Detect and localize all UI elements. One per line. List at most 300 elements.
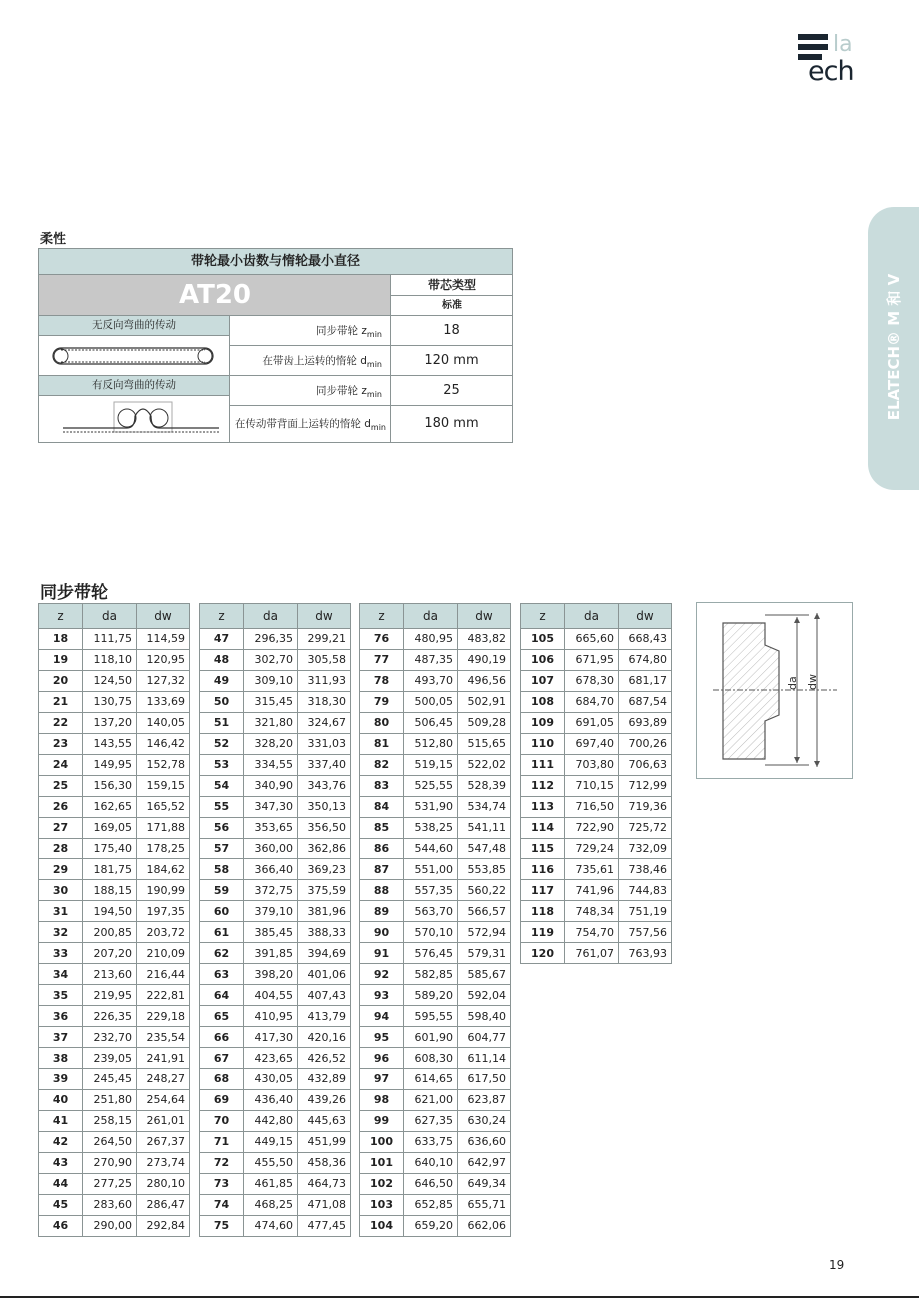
idler-back-side-value: 180 mm: [390, 405, 512, 442]
table-row: [39, 1152, 190, 1173]
column-header: z: [521, 604, 565, 629]
dw-cell: 318,30: [298, 691, 351, 712]
dw-cell: 509,28: [458, 712, 511, 733]
da-cell: 226,35: [83, 1006, 137, 1027]
da-cell: 239,05: [83, 1048, 137, 1069]
dw-cell: 706,63: [619, 754, 672, 775]
da-cell: 512,80: [404, 733, 458, 754]
dw-cell: 420,16: [298, 1027, 351, 1048]
teeth-cell: 104: [360, 1215, 404, 1236]
spec-header: 带轮最小齿数与惰轮最小直径: [39, 249, 512, 275]
dw-cell: 388,33: [298, 922, 351, 943]
dw-cell: 445,63: [298, 1110, 351, 1131]
teeth-cell: 68: [200, 1069, 244, 1090]
da-cell: 531,90: [404, 796, 458, 817]
table-row: [360, 1069, 511, 1090]
dw-cell: 719,36: [619, 796, 672, 817]
da-cell: 525,55: [404, 775, 458, 796]
da-cell: 595,55: [404, 1006, 458, 1027]
table-row: [39, 880, 190, 901]
pulley-section-title: 同步带轮: [40, 583, 108, 603]
svg-text:da: da: [786, 676, 799, 690]
teeth-cell: 20: [39, 670, 83, 691]
table-row: [200, 859, 351, 880]
dw-cell: 560,22: [458, 880, 511, 901]
table-row: [360, 985, 511, 1006]
table-row: [521, 629, 672, 650]
dw-cell: 261,01: [137, 1110, 190, 1131]
column-header: da: [565, 604, 619, 629]
table-row: [200, 649, 351, 670]
teeth-cell: 73: [200, 1173, 244, 1194]
dw-cell: 254,64: [137, 1089, 190, 1110]
teeth-cell: 83: [360, 775, 404, 796]
da-cell: 557,35: [404, 880, 458, 901]
table-row: [360, 1194, 511, 1215]
table-row: [39, 1069, 190, 1090]
teeth-cell: 59: [200, 880, 244, 901]
table-row: [200, 880, 351, 901]
table-row: [360, 859, 511, 880]
table-row: [360, 817, 511, 838]
core-type-label: 带芯类型: [390, 275, 513, 296]
teeth-cell: 91: [360, 943, 404, 964]
dw-cell: 732,09: [619, 838, 672, 859]
table-row: [521, 775, 672, 796]
table-row: [521, 796, 672, 817]
da-cell: 570,10: [404, 922, 458, 943]
dw-cell: 280,10: [137, 1173, 190, 1194]
da-cell: 404,55: [244, 985, 298, 1006]
table-row: [521, 943, 672, 964]
da-cell: 188,15: [83, 880, 137, 901]
teeth-cell: 48: [200, 649, 244, 670]
da-cell: 175,40: [83, 838, 137, 859]
teeth-cell: 39: [39, 1069, 83, 1090]
with-reverse-caption: 有反向弯曲的传动: [39, 375, 229, 395]
dw-cell: 356,50: [298, 817, 351, 838]
da-cell: 290,00: [83, 1215, 137, 1236]
da-cell: 149,95: [83, 754, 137, 775]
column-header: z: [360, 604, 404, 629]
teeth-cell: 45: [39, 1194, 83, 1215]
da-cell: 156,30: [83, 775, 137, 796]
dw-cell: 241,91: [137, 1048, 190, 1069]
da-cell: 601,90: [404, 1027, 458, 1048]
da-cell: 442,80: [244, 1110, 298, 1131]
table-row: [521, 670, 672, 691]
dw-cell: 337,40: [298, 754, 351, 775]
teeth-cell: 76: [360, 629, 404, 650]
da-cell: 232,70: [83, 1027, 137, 1048]
table-row: [200, 691, 351, 712]
teeth-cell: 44: [39, 1173, 83, 1194]
teeth-cell: 78: [360, 670, 404, 691]
dw-cell: 738,46: [619, 859, 672, 880]
section-heading: 柔性: [40, 232, 67, 247]
table-row: [39, 1215, 190, 1236]
dw-cell: 184,62: [137, 859, 190, 880]
teeth-cell: 37: [39, 1027, 83, 1048]
da-cell: 461,85: [244, 1173, 298, 1194]
da-cell: 219,95: [83, 985, 137, 1006]
table-row: [39, 1173, 190, 1194]
dw-cell: 751,19: [619, 901, 672, 922]
teeth-cell: 23: [39, 733, 83, 754]
dw-cell: 585,67: [458, 964, 511, 985]
column-header: da: [83, 604, 137, 629]
teeth-cell: 50: [200, 691, 244, 712]
dw-cell: 757,56: [619, 922, 672, 943]
da-cell: 200,85: [83, 922, 137, 943]
table-row: [200, 775, 351, 796]
dw-cell: 305,58: [298, 649, 351, 670]
no-reverse-caption: 无反向弯曲的传动: [39, 315, 229, 335]
dw-cell: 490,19: [458, 649, 511, 670]
teeth-cell: 72: [200, 1152, 244, 1173]
table-row: [200, 1110, 351, 1131]
table-row: [39, 943, 190, 964]
da-cell: 761,07: [565, 943, 619, 964]
table-row: [39, 649, 190, 670]
profile-label: AT20: [39, 275, 390, 315]
dw-cell: 471,08: [298, 1194, 351, 1215]
standard-label: 标准: [390, 296, 513, 315]
dw-cell: 171,88: [137, 817, 190, 838]
teeth-cell: 100: [360, 1131, 404, 1152]
dw-cell: 458,36: [298, 1152, 351, 1173]
table-row: [360, 1089, 511, 1110]
dw-cell: 534,74: [458, 796, 511, 817]
dw-cell: 522,02: [458, 754, 511, 775]
teeth-cell: 60: [200, 901, 244, 922]
teeth-cell: 54: [200, 775, 244, 796]
table-row: [39, 859, 190, 880]
teeth-cell: 107: [521, 670, 565, 691]
table-row: [39, 1131, 190, 1152]
table-row: [39, 838, 190, 859]
table-row: [39, 1048, 190, 1069]
table-row: [200, 629, 351, 650]
table-row: [360, 1006, 511, 1027]
da-cell: 716,50: [565, 796, 619, 817]
dw-cell: 649,34: [458, 1173, 511, 1194]
table-row: [360, 838, 511, 859]
da-cell: 487,35: [404, 649, 458, 670]
dw-cell: 623,87: [458, 1089, 511, 1110]
table-row: [200, 670, 351, 691]
column-header: z: [39, 604, 83, 629]
table-row: [200, 1069, 351, 1090]
table-row: [521, 901, 672, 922]
table-row: [360, 1027, 511, 1048]
da-cell: 296,35: [244, 629, 298, 650]
da-cell: 398,20: [244, 964, 298, 985]
da-cell: 678,30: [565, 670, 619, 691]
teeth-cell: 116: [521, 859, 565, 880]
belt-with-reverse-icon: [39, 396, 229, 442]
table-row: [360, 775, 511, 796]
da-cell: 741,96: [565, 880, 619, 901]
da-cell: 436,40: [244, 1089, 298, 1110]
dw-cell: 662,06: [458, 1215, 511, 1236]
teeth-cell: 99: [360, 1110, 404, 1131]
column-header: dw: [458, 604, 511, 629]
da-cell: 328,20: [244, 733, 298, 754]
table-row: [360, 901, 511, 922]
teeth-cell: 19: [39, 649, 83, 670]
table-row: [360, 1173, 511, 1194]
dw-cell: 140,05: [137, 712, 190, 733]
teeth-cell: 26: [39, 796, 83, 817]
table-row: [39, 629, 190, 650]
dw-cell: 229,18: [137, 1006, 190, 1027]
table-row: [39, 1027, 190, 1048]
teeth-cell: 62: [200, 943, 244, 964]
dw-cell: 152,78: [137, 754, 190, 775]
column-header: dw: [298, 604, 351, 629]
da-cell: 576,45: [404, 943, 458, 964]
da-cell: 729,24: [565, 838, 619, 859]
teeth-cell: 85: [360, 817, 404, 838]
da-cell: 506,45: [404, 712, 458, 733]
pulley-diagram: [696, 602, 853, 779]
da-cell: 621,00: [404, 1089, 458, 1110]
teeth-cell: 65: [200, 1006, 244, 1027]
da-cell: 659,20: [404, 1215, 458, 1236]
dw-cell: 216,44: [137, 964, 190, 985]
dw-cell: 712,99: [619, 775, 672, 796]
teeth-cell: 18: [39, 629, 83, 650]
dw-cell: 502,91: [458, 691, 511, 712]
dw-cell: 432,89: [298, 1069, 351, 1090]
dw-cell: 630,24: [458, 1110, 511, 1131]
teeth-cell: 80: [360, 712, 404, 733]
da-cell: 627,35: [404, 1110, 458, 1131]
table-row: [360, 691, 511, 712]
idler-tooth-side-value: 120 mm: [390, 345, 512, 375]
table-row: [521, 733, 672, 754]
teeth-cell: 58: [200, 859, 244, 880]
table-row: [521, 880, 672, 901]
table-row: [521, 859, 672, 880]
teeth-cell: 61: [200, 922, 244, 943]
column-header: z: [200, 604, 244, 629]
da-cell: 646,50: [404, 1173, 458, 1194]
dw-cell: 133,69: [137, 691, 190, 712]
teeth-cell: 92: [360, 964, 404, 985]
da-cell: 137,20: [83, 712, 137, 733]
dw-cell: 350,13: [298, 796, 351, 817]
da-cell: 665,60: [565, 629, 619, 650]
teeth-cell: 102: [360, 1173, 404, 1194]
da-cell: 551,00: [404, 859, 458, 880]
da-cell: 691,05: [565, 712, 619, 733]
table-row: [360, 670, 511, 691]
pulley-table-1: [38, 603, 190, 1237]
da-cell: 614,65: [404, 1069, 458, 1090]
dw-cell: 401,06: [298, 964, 351, 985]
dw-cell: 114,59: [137, 629, 190, 650]
teeth-cell: 47: [200, 629, 244, 650]
teeth-cell: 98: [360, 1089, 404, 1110]
teeth-cell: 86: [360, 838, 404, 859]
da-cell: 309,10: [244, 670, 298, 691]
page-number: 19: [829, 1258, 845, 1272]
table-row: [200, 901, 351, 922]
teeth-cell: 53: [200, 754, 244, 775]
elatech-logo: [798, 34, 858, 90]
da-cell: 391,85: [244, 943, 298, 964]
da-cell: 589,20: [404, 985, 458, 1006]
da-cell: 538,25: [404, 817, 458, 838]
dw-cell: 362,86: [298, 838, 351, 859]
table-row: [360, 1131, 511, 1152]
dw-cell: 407,43: [298, 985, 351, 1006]
teeth-cell: 77: [360, 649, 404, 670]
teeth-cell: 96: [360, 1048, 404, 1069]
da-cell: 353,65: [244, 817, 298, 838]
dw-cell: 763,93: [619, 943, 672, 964]
teeth-cell: 111: [521, 754, 565, 775]
dw-cell: 477,45: [298, 1215, 351, 1236]
teeth-cell: 113: [521, 796, 565, 817]
table-row: [521, 754, 672, 775]
teeth-cell: 27: [39, 817, 83, 838]
dw-cell: 636,60: [458, 1131, 511, 1152]
table-row: [360, 880, 511, 901]
da-cell: 449,15: [244, 1131, 298, 1152]
da-cell: 493,70: [404, 670, 458, 691]
table-row: [200, 733, 351, 754]
teeth-cell: 57: [200, 838, 244, 859]
dw-cell: 579,31: [458, 943, 511, 964]
teeth-cell: 95: [360, 1027, 404, 1048]
teeth-cell: 31: [39, 901, 83, 922]
table-row: [200, 712, 351, 733]
teeth-cell: 70: [200, 1110, 244, 1131]
da-cell: 697,40: [565, 733, 619, 754]
da-cell: 181,75: [83, 859, 137, 880]
dw-cell: 725,72: [619, 817, 672, 838]
teeth-cell: 115: [521, 838, 565, 859]
da-cell: 423,65: [244, 1048, 298, 1069]
table-row: [360, 943, 511, 964]
teeth-cell: 117: [521, 880, 565, 901]
dw-cell: 369,23: [298, 859, 351, 880]
dw-cell: 515,65: [458, 733, 511, 754]
teeth-cell: 22: [39, 712, 83, 733]
table-row: [200, 1152, 351, 1173]
da-cell: 124,50: [83, 670, 137, 691]
teeth-cell: 87: [360, 859, 404, 880]
teeth-cell: 25: [39, 775, 83, 796]
teeth-cell: 55: [200, 796, 244, 817]
pulley-table-2: [199, 603, 351, 1237]
da-cell: 710,15: [565, 775, 619, 796]
dw-cell: 693,89: [619, 712, 672, 733]
teeth-cell: 30: [39, 880, 83, 901]
teeth-cell: 79: [360, 691, 404, 712]
dw-cell: 566,57: [458, 901, 511, 922]
teeth-cell: 112: [521, 775, 565, 796]
dw-cell: 248,27: [137, 1069, 190, 1090]
table-row: [200, 1194, 351, 1215]
table-row: [39, 922, 190, 943]
dw-cell: 547,48: [458, 838, 511, 859]
teeth-cell: 33: [39, 943, 83, 964]
logo-overlay: la: [833, 32, 853, 57]
teeth-cell: 67: [200, 1048, 244, 1069]
table-row: [200, 1131, 351, 1152]
da-cell: 277,25: [83, 1173, 137, 1194]
da-cell: 251,80: [83, 1089, 137, 1110]
teeth-cell: 41: [39, 1110, 83, 1131]
table-row: [200, 922, 351, 943]
table-row: [200, 964, 351, 985]
table-row: [39, 712, 190, 733]
no-reverse-diagram: [39, 335, 229, 375]
da-cell: 321,80: [244, 712, 298, 733]
dw-cell: 203,72: [137, 922, 190, 943]
logo-text: ech: [808, 56, 854, 87]
da-cell: 455,50: [244, 1152, 298, 1173]
table-row: [360, 796, 511, 817]
da-cell: 748,34: [565, 901, 619, 922]
table-row: [521, 691, 672, 712]
teeth-cell: 89: [360, 901, 404, 922]
teeth-cell: 106: [521, 649, 565, 670]
min-teeth-no-reverse-label: 同步带轮 $z_{min}$: [229, 315, 390, 345]
teeth-cell: 36: [39, 1006, 83, 1027]
teeth-cell: 46: [39, 1215, 83, 1236]
da-cell: 194,50: [83, 901, 137, 922]
table-row: [200, 1006, 351, 1027]
dw-cell: 426,52: [298, 1048, 351, 1069]
table-row: [360, 1152, 511, 1173]
dw-cell: 655,71: [458, 1194, 511, 1215]
dw-cell: 451,99: [298, 1131, 351, 1152]
da-cell: 684,70: [565, 691, 619, 712]
dw-cell: 496,56: [458, 670, 511, 691]
table-row: [360, 1048, 511, 1069]
dw-cell: 210,09: [137, 943, 190, 964]
table-row: [200, 817, 351, 838]
teeth-cell: 84: [360, 796, 404, 817]
dw-cell: 700,26: [619, 733, 672, 754]
dw-cell: 324,67: [298, 712, 351, 733]
teeth-cell: 43: [39, 1152, 83, 1173]
table-row: [521, 712, 672, 733]
min-teeth-reverse-value: 25: [390, 375, 512, 405]
teeth-cell: 35: [39, 985, 83, 1006]
dw-cell: 159,15: [137, 775, 190, 796]
table-row: [360, 922, 511, 943]
da-cell: 130,75: [83, 691, 137, 712]
dw-cell: 190,99: [137, 880, 190, 901]
belt-no-reverse-icon: [39, 336, 229, 374]
teeth-cell: 40: [39, 1089, 83, 1110]
dw-cell: 331,03: [298, 733, 351, 754]
dw-cell: 235,54: [137, 1027, 190, 1048]
table-row: [360, 629, 511, 650]
table-row: [360, 754, 511, 775]
dw-cell: 439,26: [298, 1089, 351, 1110]
da-cell: 519,15: [404, 754, 458, 775]
column-header: dw: [619, 604, 672, 629]
dw-cell: 286,47: [137, 1194, 190, 1215]
da-cell: 722,90: [565, 817, 619, 838]
